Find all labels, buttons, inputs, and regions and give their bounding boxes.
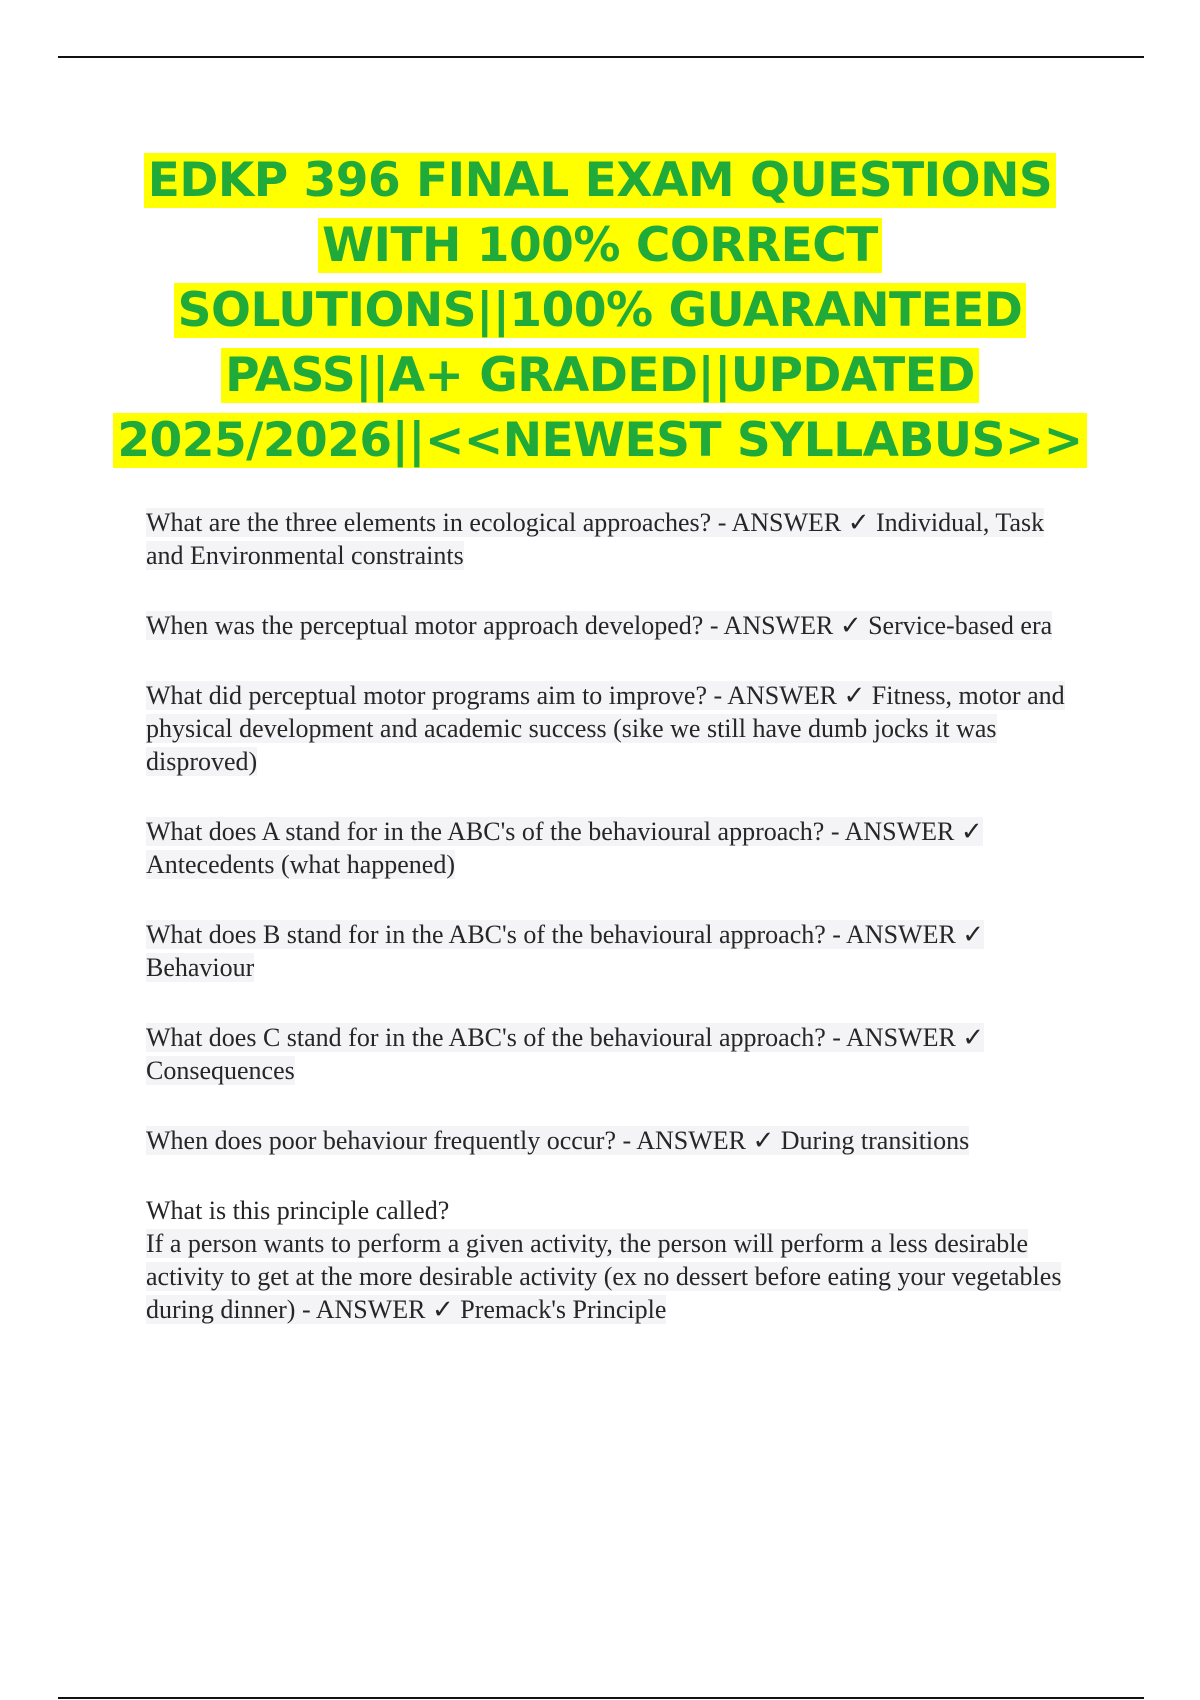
qa-answer: - ANSWER ✓ Antecedents (what happened) [146,817,983,879]
qa-question: When was the perceptual motor approach developed? [146,611,704,640]
qa-answer: - ANSWER ✓ Consequences [146,1023,985,1085]
bottom-rule [58,1697,1144,1699]
qa-question: What are the three elements in ecological approaches? [146,508,712,537]
qa-item [146,1021,1076,1087]
qa-question-detail: If a person wants to perform a given activity, the person will perform a less desirable activity to get at the more desirable activity (ex no dessert before eating your vegetables during dinner) [146,1229,1062,1324]
qa-item [146,679,1076,778]
qa-answer: - ANSWER ✓ During transitions [622,1126,970,1155]
qa-answer: - ANSWER ✓ Individual, Task and Environmental constraints [146,508,1045,570]
qa-list [146,506,1076,1363]
document-title [100,148,1100,473]
qa-item [146,918,1076,984]
qa-question: What did perceptual motor programs aim to improve? [146,681,707,710]
qa-question: When does poor behaviour frequently occur? [146,1126,616,1155]
qa-item [146,815,1076,881]
qa-answer: - ANSWER ✓ Service-based era [709,611,1053,640]
qa-question: What does C stand for in the ABC's of the behavioural approach? [146,1023,826,1052]
qa-answer: - ANSWER ✓ Fitness, motor and physical development and academic success (sike we still have dumb jocks it was disproved) [146,681,1065,776]
qa-item [146,1194,1076,1326]
top-rule [58,56,1144,58]
document-title-text: EDKP 396 FINAL EXAM QUESTIONS WITH 100% CORRECT SOLUTIONS||100% GUARANTEED PASS||A+ GRADED||UPDATED 2025/2026||<<NEWEST SYLLABUS>> [113,153,1086,468]
qa-answer: - ANSWER ✓ Premack's Principle [301,1295,667,1324]
qa-answer: - ANSWER ✓ Behaviour [146,920,985,982]
qa-question: What does B stand for in the ABC's of the behavioural approach? [146,920,826,949]
qa-item [146,506,1076,572]
qa-question: What is this principle called? [146,1196,450,1225]
qa-item [146,1124,1076,1157]
qa-question: What does A stand for in the ABC's of the behavioural approach? [146,817,825,846]
qa-item [146,609,1076,642]
